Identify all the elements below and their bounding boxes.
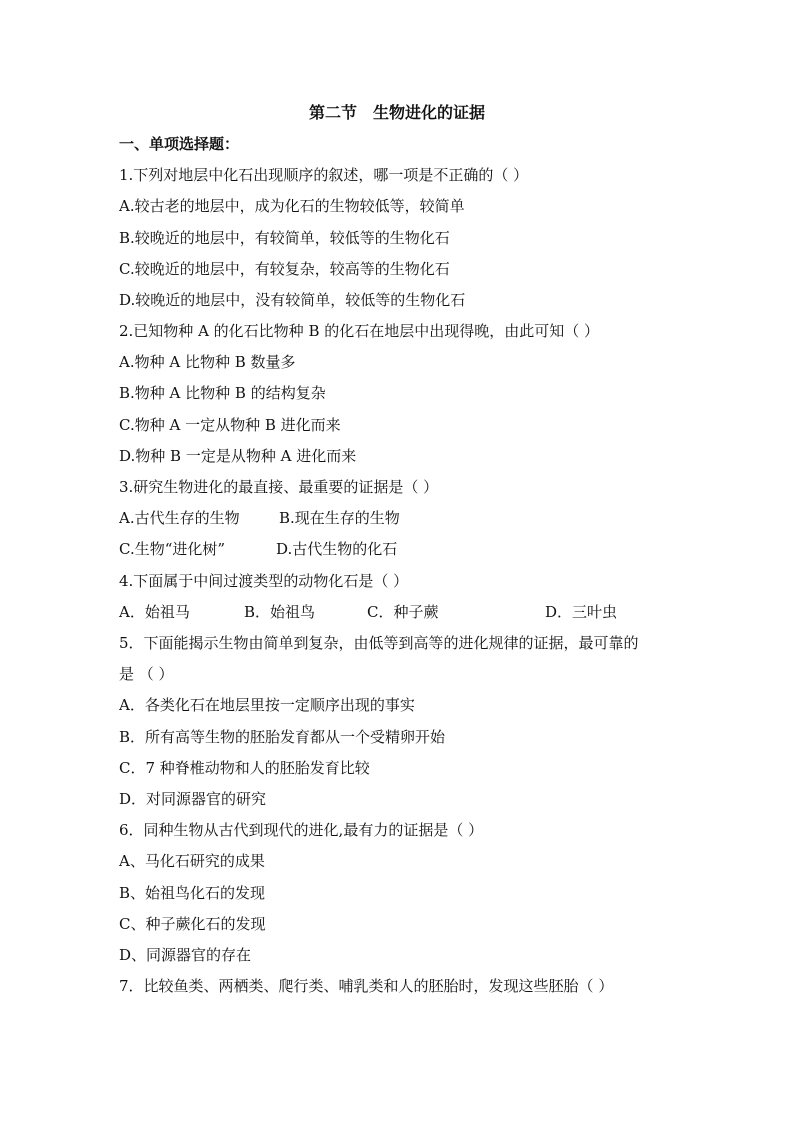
page-title: 第二节 生物进化的证据 bbox=[308, 103, 485, 122]
question-6-stem: 6．同种生物从古代到现代的进化,最有力的证据是（ ） bbox=[119, 821, 484, 839]
question-1-option-a: A.较古老的地层中，成为化石的生物较低等，较简单 bbox=[119, 197, 465, 215]
question-3-option-d: D.古代生物的化石 bbox=[276, 540, 398, 558]
question-4-option-c: C．种子蕨 bbox=[367, 603, 439, 621]
section-heading: 一、单项选择题： bbox=[119, 135, 240, 153]
question-1-option-b: B.较晚近的地层中，有较简单，较低等的生物化石 bbox=[119, 229, 450, 247]
question-2-option-d: D.物种 B 一定是从物种 A 进化而来 bbox=[119, 447, 357, 465]
question-1-option-d: D.较晚近的地层中，没有较简单，较低等的生物化石 bbox=[119, 291, 466, 309]
question-6-option-a: A、马化石研究的成果 bbox=[119, 852, 265, 870]
question-5-option-d: D．对同源器官的研究 bbox=[119, 790, 267, 808]
question-5-option-c: C．7 种脊椎动物和人的胚胎发育比较 bbox=[119, 759, 370, 777]
question-4-option-a: A．始祖马 bbox=[119, 603, 190, 621]
question-2-option-c: C.物种 A 一定从物种 B 进化而来 bbox=[119, 416, 341, 434]
question-6-option-c: C、种子蕨化石的发现 bbox=[119, 915, 266, 933]
question-4-option-b: B．始祖鸟 bbox=[244, 603, 316, 621]
question-5-option-a: A．各类化石在地层里按一定顺序出现的事实 bbox=[119, 696, 415, 714]
question-5-stem-line-1: 5．下面能揭示生物由简单到复杂，由低等到高等的进化规律的证据，最可靠的 bbox=[119, 634, 639, 652]
question-3-option-a: A.古代生存的生物 bbox=[119, 509, 240, 527]
question-4-stem: 4.下面属于中间过渡类型的动物化石是（ ） bbox=[119, 572, 409, 590]
question-3-stem: 3.研究生物进化的最直接、最重要的证据是（ ） bbox=[119, 478, 439, 496]
question-3-option-c: C.生物“进化树” bbox=[119, 540, 226, 558]
question-1-option-c: C.较晚近的地层中，有较复杂，较高等的生物化石 bbox=[119, 260, 450, 278]
question-7-stem: 7．比较鱼类、两栖类、爬行类、哺乳类和人的胚胎时，发现这些胚胎（ ） bbox=[119, 977, 614, 995]
question-5-option-b: B．所有高等生物的胚胎发育都从一个受精卵开始 bbox=[119, 728, 446, 746]
question-5-stem-line-2: 是 （ ） bbox=[119, 665, 174, 683]
question-2-stem: 2.已知物种 A 的化石比物种 B 的化石在地层中出现得晚，由此可知（ ） bbox=[119, 322, 600, 340]
question-2-option-a: A.物种 A 比物种 B 数量多 bbox=[119, 353, 296, 371]
question-6-option-d: D、同源器官的存在 bbox=[119, 946, 252, 964]
question-3-option-b: B.现在生存的生物 bbox=[279, 509, 400, 527]
question-6-option-b: B、始祖鸟化石的发现 bbox=[119, 884, 266, 902]
question-4-option-d: D．三叶虫 bbox=[545, 603, 618, 621]
question-2-option-b: B.物种 A 比物种 B 的结构复杂 bbox=[119, 384, 326, 402]
question-1-stem: 1.下列对地层中化石出现顺序的叙述，哪一项是不正确的（ ） bbox=[119, 166, 529, 184]
